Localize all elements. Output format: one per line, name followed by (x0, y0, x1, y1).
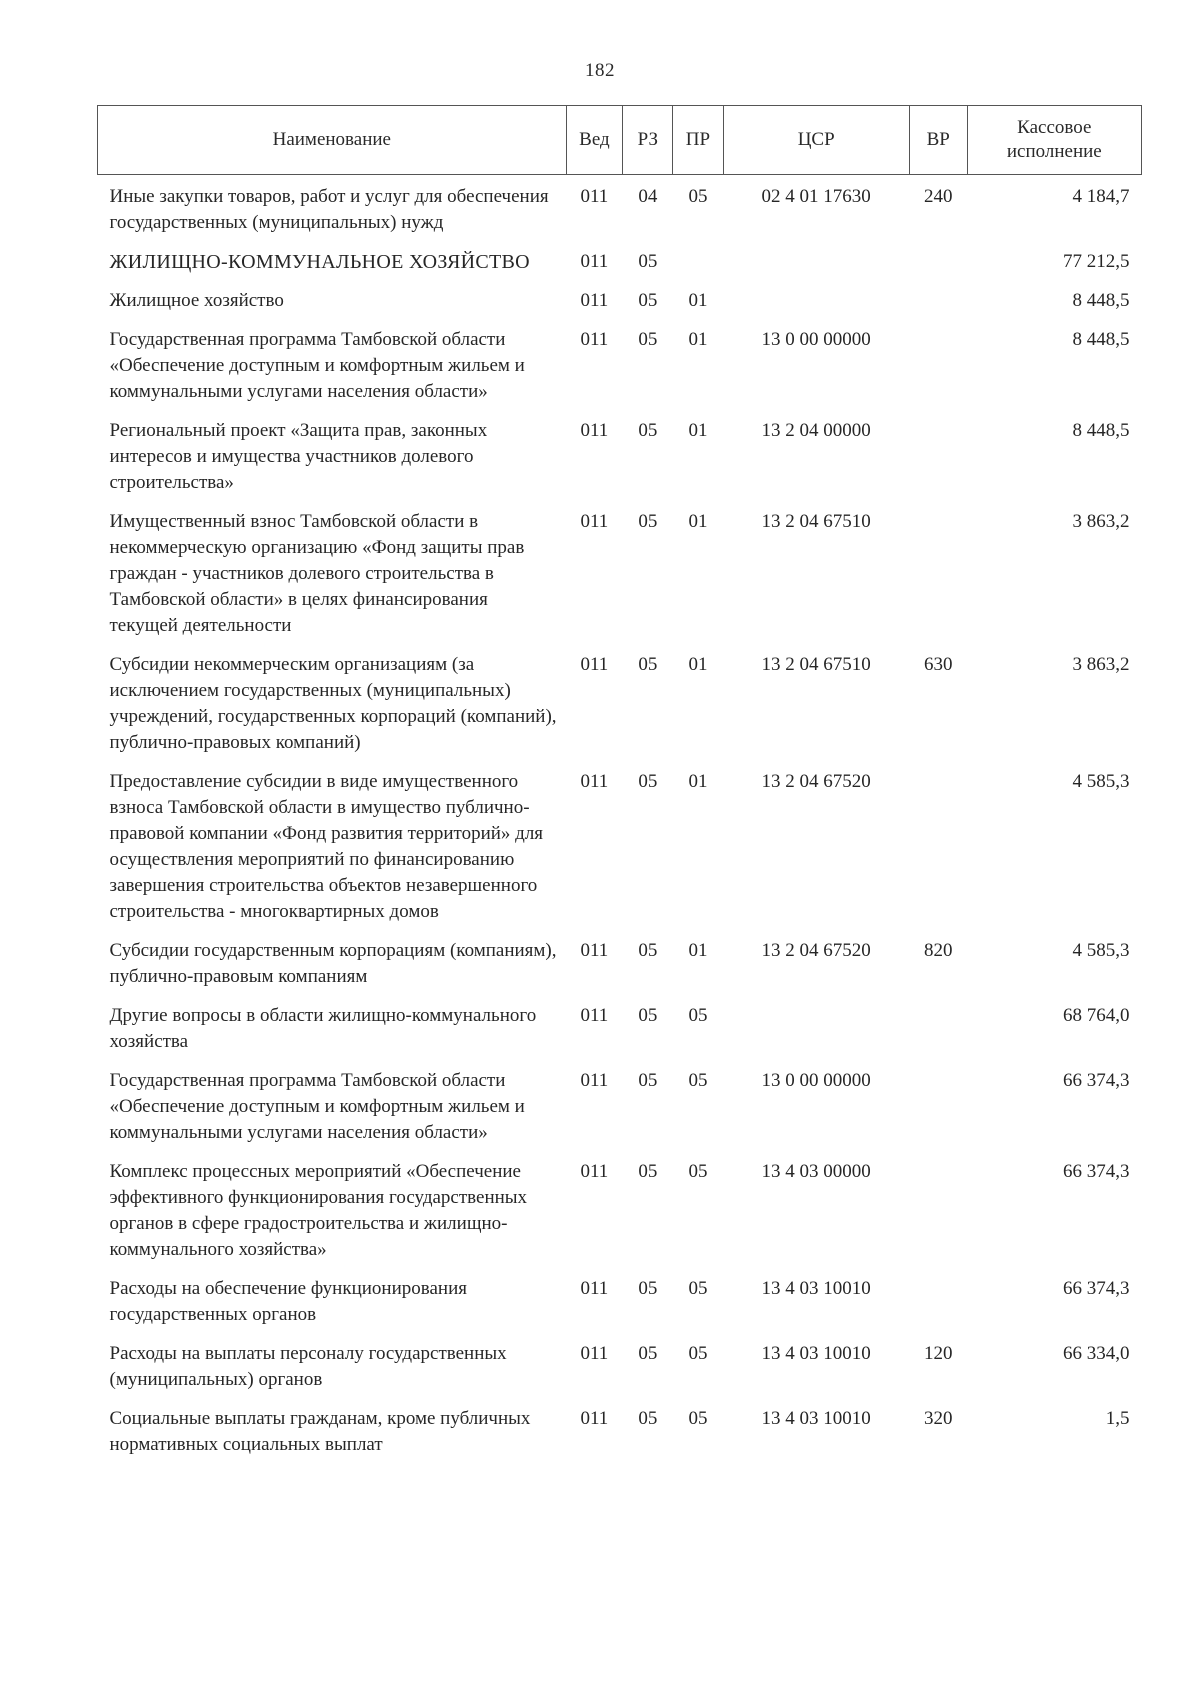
row-csr (723, 996, 909, 1061)
row-csr: 13 4 03 10010 (761, 1278, 871, 1299)
row-vr: 240 (923, 186, 953, 207)
row-csr: 13 4 03 00000 (761, 1161, 871, 1182)
row-rz: 04 (638, 186, 658, 207)
table-row (98, 411, 1142, 502)
table-row (98, 281, 1142, 320)
table-row (98, 1152, 1142, 1269)
table-row (98, 175, 1142, 243)
row-amount: 8 448,5 (1072, 290, 1130, 311)
row-ved: 011 (580, 511, 609, 532)
row-name: Субсидии государственным корпорациям (компаниям), публично-правовым компаниям (109, 940, 557, 987)
row-csr: 13 2 04 67520 (761, 771, 871, 792)
row-amount: 1,5 (1105, 1408, 1130, 1429)
row-rz: 05 (638, 511, 658, 532)
header-csr: ЦСР (723, 106, 909, 175)
row-rz: 05 (638, 1343, 658, 1364)
row-csr: 13 4 03 10010 (761, 1408, 871, 1429)
row-ved: 011 (580, 1005, 609, 1026)
row-amount: 77 212,5 (1063, 251, 1130, 272)
row-pr: 01 (688, 771, 708, 792)
row-ved: 011 (580, 329, 609, 350)
row-ved: 011 (580, 186, 609, 207)
row-vr (909, 502, 967, 645)
row-name: Комплекс процессных мероприятий «Обеспечение эффективного функционирования государственных органов в сфере градостроительства и жилищно-коммунального хозяйства» (109, 1161, 528, 1260)
row-ved: 011 (580, 654, 609, 675)
row-name: Иные закупки товаров, работ и услуг для обеспечения государственных (муниципальных) нужд (109, 186, 549, 233)
row-name: Жилищное хозяйство (109, 290, 284, 311)
row-rz: 05 (638, 940, 658, 961)
row-vr: 120 (923, 1343, 953, 1364)
row-ved: 011 (580, 1408, 609, 1429)
row-amount: 8 448,5 (1072, 420, 1130, 441)
row-ved: 011 (580, 420, 609, 441)
header-vr: ВР (909, 106, 967, 175)
row-csr: 13 0 00 00000 (761, 1070, 871, 1091)
row-pr: 01 (688, 420, 708, 441)
table-row (98, 320, 1142, 411)
row-name: Субсидии некоммерческим организациям (за исключением государственных (муниципальных) учреждений, государственных корпораций (компаний), публично-правовых компаний) (109, 654, 557, 753)
row-pr: 01 (688, 290, 708, 311)
table-row (98, 931, 1142, 996)
row-name: Имущественный взнос Тамбовской области в некоммерческую организацию «Фонд защиты прав граждан - участников долевого строительства в Тамбовской области» в целях финансирования текущей деятельности (109, 511, 525, 636)
row-name: Государственная программа Тамбовской области «Обеспечение доступным и комфортным жильем и коммунальными услугами населения области» (109, 329, 525, 402)
header-name: Наименование (98, 106, 567, 175)
row-pr: 05 (688, 1070, 708, 1091)
row-pr: 01 (688, 329, 708, 350)
row-amount: 66 374,3 (1063, 1070, 1130, 1091)
header-ved: Вед (566, 106, 623, 175)
row-vr (909, 1061, 967, 1152)
row-rz: 05 (638, 1070, 658, 1091)
row-csr (723, 242, 909, 281)
row-rz: 05 (638, 654, 658, 675)
row-vr (909, 996, 967, 1061)
row-amount: 68 764,0 (1063, 1005, 1130, 1026)
row-name: Расходы на выплаты персоналу государственных (муниципальных) органов (109, 1343, 507, 1390)
row-ved: 011 (580, 771, 609, 792)
table-row (98, 1399, 1142, 1464)
row-ved: 011 (580, 290, 609, 311)
row-amount: 66 374,3 (1063, 1161, 1130, 1182)
row-name: Региональный проект «Защита прав, законных интересов и имущества участников долевого строительства» (109, 420, 488, 493)
table-row (98, 502, 1142, 645)
row-vr (909, 411, 967, 502)
table-header (98, 106, 1142, 175)
row-vr (909, 762, 967, 931)
row-ved: 011 (580, 1070, 609, 1091)
row-name: ЖИЛИЩНО-КОММУНАЛЬНОЕ ХОЗЯЙСТВО (109, 251, 530, 273)
row-csr: 02 4 01 17630 (761, 186, 871, 207)
row-pr: 01 (688, 654, 708, 675)
row-rz: 05 (638, 1005, 658, 1026)
row-ved: 011 (580, 1161, 609, 1182)
row-vr (909, 281, 967, 320)
row-ved: 011 (580, 1343, 609, 1364)
row-pr: 05 (688, 186, 708, 207)
row-name: Государственная программа Тамбовской области «Обеспечение доступным и комфортным жильем и коммунальными услугами населения области» (109, 1070, 525, 1143)
row-vr (909, 242, 967, 281)
row-vr: 630 (923, 654, 953, 675)
row-csr: 13 2 04 00000 (761, 420, 871, 441)
table-body (98, 175, 1142, 1465)
row-csr: 13 2 04 67510 (761, 654, 871, 675)
row-ved: 011 (580, 940, 609, 961)
row-rz: 05 (638, 420, 658, 441)
table-row (98, 1061, 1142, 1152)
row-pr (673, 242, 723, 281)
row-rz: 05 (638, 771, 658, 792)
budget-table (97, 105, 1142, 1464)
page-number: 182 (585, 60, 615, 81)
row-rz: 05 (638, 329, 658, 350)
row-name: Предоставление субсидии в виде имущественного взноса Тамбовской области в имущество публично-правовой компании «Фонд развития территорий» для осуществления мероприятий по финансированию завершения строительства объектов незавершенного строительства - многоквартирных домов (109, 771, 544, 922)
row-amount: 8 448,5 (1072, 329, 1130, 350)
row-vr (909, 320, 967, 411)
row-amount: 3 863,2 (1072, 654, 1130, 675)
row-pr: 05 (688, 1005, 708, 1026)
row-pr: 05 (688, 1343, 708, 1364)
row-vr (909, 1152, 967, 1269)
row-csr (723, 281, 909, 320)
row-rz: 05 (638, 1161, 658, 1182)
row-vr (909, 1269, 967, 1334)
row-amount: 4 585,3 (1072, 771, 1130, 792)
row-pr: 05 (688, 1278, 708, 1299)
table-row (98, 1334, 1142, 1399)
row-csr: 13 2 04 67510 (761, 511, 871, 532)
row-rz: 05 (638, 290, 658, 311)
row-pr: 01 (688, 940, 708, 961)
header-amount: Кассовое исполнение (967, 106, 1141, 175)
row-pr: 01 (688, 511, 708, 532)
table-row (98, 645, 1142, 762)
row-amount: 3 863,2 (1072, 511, 1130, 532)
header-pr: ПР (673, 106, 723, 175)
row-pr: 05 (688, 1161, 708, 1182)
row-name: Расходы на обеспечение функционирования государственных органов (109, 1278, 467, 1325)
row-csr: 13 0 00 00000 (761, 329, 871, 350)
row-rz: 05 (638, 1278, 658, 1299)
table-row (98, 762, 1142, 931)
row-name: Социальные выплаты гражданам, кроме публичных нормативных социальных выплат (109, 1408, 531, 1455)
row-csr: 13 4 03 10010 (761, 1343, 871, 1364)
header-rz: РЗ (623, 106, 673, 175)
row-amount: 66 374,3 (1063, 1278, 1130, 1299)
row-vr: 820 (923, 940, 953, 961)
row-amount: 66 334,0 (1063, 1343, 1130, 1364)
row-rz: 05 (638, 251, 658, 272)
row-amount: 4 184,7 (1072, 186, 1130, 207)
row-amount: 4 585,3 (1072, 940, 1130, 961)
table-row (98, 1269, 1142, 1334)
row-vr: 320 (923, 1408, 953, 1429)
row-ved: 011 (580, 1278, 609, 1299)
row-name: Другие вопросы в области жилищно-коммунального хозяйства (109, 1005, 537, 1052)
row-ved: 011 (580, 251, 609, 272)
row-pr: 05 (688, 1408, 708, 1429)
row-rz: 05 (638, 1408, 658, 1429)
table-row (98, 996, 1142, 1061)
row-csr: 13 2 04 67520 (761, 940, 871, 961)
table-row (98, 242, 1142, 281)
